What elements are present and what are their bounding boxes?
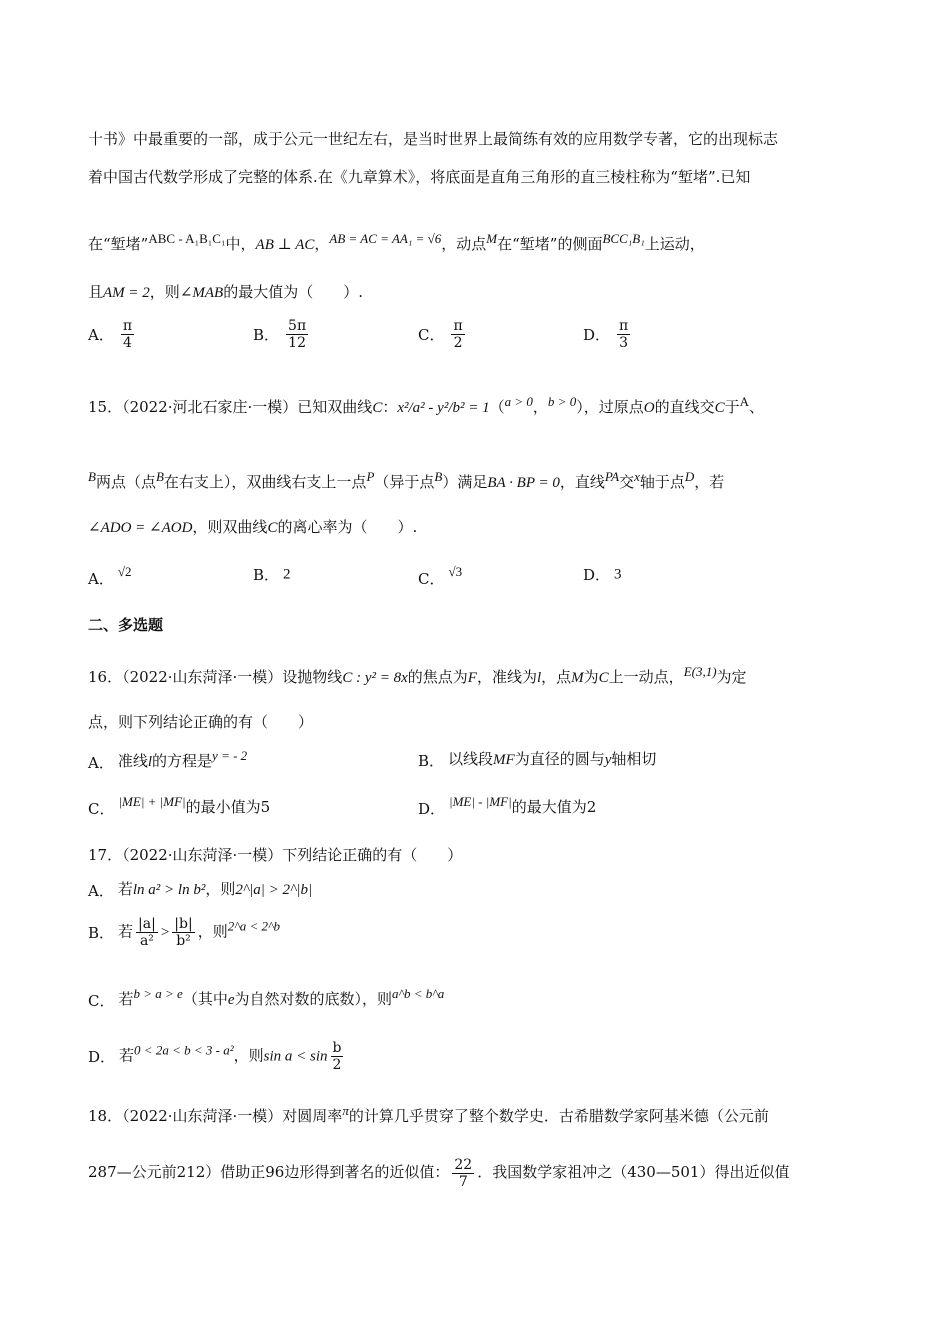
- q14-line-3: 在“堑堵”ABC - A₁B₁C₁中，AB ⊥ AC，AB = AC = AA₁ = √6，动点M在“堑堵”的侧面BCC₁B₁上运动，: [88, 231, 705, 253]
- q15-line-1: 15．（2022·河北石家庄·一模）已知双曲线C：x²/a² - y²/b² = 1（a > 0，b > 0），过原点O的直线交C于A、: [88, 394, 765, 416]
- q15-line-2: B两点（点B在右支上），双曲线右支上一点P（异于点B）满足BA · BP = 0，直线PA交x轴于点D，若: [88, 469, 725, 491]
- point-m: M: [486, 231, 498, 246]
- length-condition: AB = AC = AA₁ = √6: [329, 231, 442, 246]
- q15-line-3: ∠ADO = ∠AOD，则双曲线C的离心率为（ ）.: [88, 518, 418, 536]
- q14-line-1: 十书》中最重要的一部，成于公元一世纪左右，是当时世界上最简练有效的应用数学专著，它的出现标志: [88, 130, 779, 148]
- angle-mab: ∠MAB: [179, 285, 224, 301]
- section-heading: 二、多选题: [88, 616, 164, 634]
- q18-line-1: 18．（2022·山东菏泽·一模）对圆周率π的计算几乎贯穿了整个数学史．古希腊数学家阿基米德（公元前: [88, 1103, 769, 1125]
- side-face: BCC₁B₁: [602, 231, 645, 246]
- dot-product-condition: BA · BP = 0: [487, 475, 560, 491]
- q16-option-c[interactable]: C． |ME| + |MF|的最小值为5: [88, 794, 271, 818]
- pi-symbol: π: [342, 1103, 349, 1118]
- parabola-equation: C : y² = 8x: [342, 670, 408, 686]
- q17-option-d[interactable]: D． 若0 < 2a < b < 3 - a²，则sin a < sin $\frac{b}{2}$: [88, 1040, 342, 1073]
- q16-line-1: 16．（2022·山东菏泽·一模）设抛物线C : y² = 8x的焦点为F，准线为l，点M为C上一动点，E(3,1)为定: [88, 664, 747, 686]
- q14-option-b[interactable]: B． $\frac{5\pi}{12}$: [253, 318, 307, 351]
- q14-line-4: 且AM = 2，则∠MAB的最大值为（ ）.: [88, 283, 363, 301]
- q15-option-d[interactable]: D． 3: [583, 566, 622, 584]
- q14-line-2: 着中国古代数学形成了完整的体系.在《九章算术》，将底面是直角三角形的直三棱柱称为“堑堵”.已知: [88, 168, 751, 186]
- q16-option-a[interactable]: A． 准线l的方程是y = - 2: [88, 748, 248, 772]
- hyperbola-equation: x²/a² - y²/b² = 1: [397, 400, 490, 416]
- angle-condition: ∠ADO = ∠AOD: [88, 520, 193, 536]
- q15-option-c[interactable]: C． √3: [418, 564, 463, 588]
- q17-option-a[interactable]: A． 若ln a² > ln b²，则2^|a| > 2^|b|: [88, 880, 313, 900]
- q14-option-a[interactable]: A． $\frac{\pi}{4}$: [88, 318, 133, 351]
- q14-option-c[interactable]: C． $\frac{\pi}{2}$: [418, 318, 463, 351]
- am-condition: AM = 2: [103, 285, 150, 301]
- perpendicular-condition: AB ⊥ AC: [255, 237, 315, 253]
- q16-option-d[interactable]: D． |ME| - |MF|的最大值为2: [418, 794, 597, 818]
- point-e: E(3,1): [683, 664, 717, 679]
- prism-expression: ABC - A₁B₁C₁: [148, 231, 226, 246]
- q16-option-b[interactable]: B． 以线段MF为直径的圆与y轴相切: [418, 750, 657, 770]
- q14-option-d[interactable]: D． $\frac{\pi}{3}$: [583, 318, 629, 351]
- q15-option-a[interactable]: A． √2: [88, 564, 132, 588]
- q16-line-2: 点，则下列结论正确的有（ ）: [88, 713, 314, 731]
- q18-line-2: 287—公元前212）借助正96边形得到著名的近似值： $\frac{22}{7}$ ．我国数学家祖冲之（430—501）得出近似值: [88, 1156, 790, 1190]
- q17-line-1: 17．（2022·山东菏泽·一模）下列结论正确的有（ ）: [88, 846, 463, 864]
- q15-option-b[interactable]: B． 2: [253, 566, 291, 584]
- q17-option-c[interactable]: C． 若b > a > e（其中e为自然对数的底数），则a^b < b^a: [88, 986, 445, 1010]
- approximation-fraction: $\frac{22}{7}$: [454, 1156, 473, 1190]
- q17-option-b[interactable]: B． 若 $\frac{|a|}{\text{a²}}$ > $\frac{|b|}{\text{b²}}$ ，则2^a < 2^b: [88, 916, 280, 949]
